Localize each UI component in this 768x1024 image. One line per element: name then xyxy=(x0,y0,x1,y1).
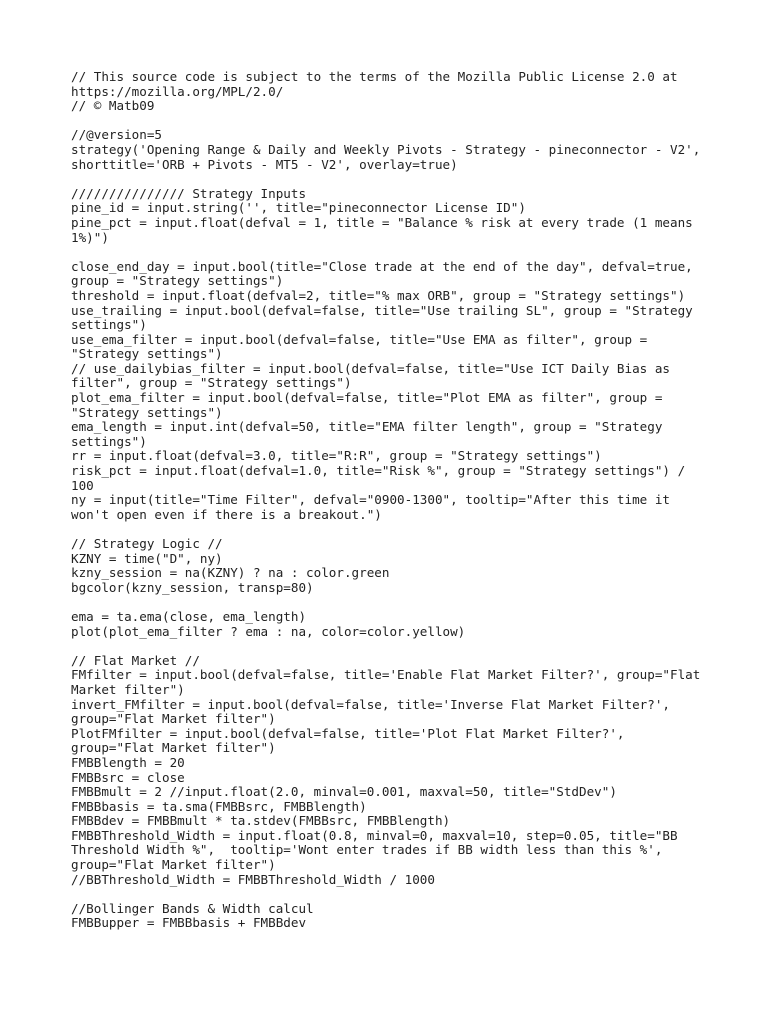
code-line: pine_pct = input.float(defval = 1, title = "Balance % risk at every trade (1 means xyxy=(71,215,693,230)
code-line: plot(plot_ema_filter ? ema : na, color=color.yellow) xyxy=(71,624,466,639)
code-line: 100 xyxy=(71,478,94,493)
code-line: https://mozilla.org/MPL/2.0/ xyxy=(71,84,284,99)
code-line: invert_FMfilter = input.bool(defval=false, title='Inverse Flat Market Filter?', xyxy=(71,697,670,712)
code-line: FMBBmult = 2 //input.float(2.0, minval=0.001, maxval=50, title="StdDev") xyxy=(71,785,617,800)
code-line: FMfilter = input.bool(defval=false, title='Enable Flat Market Filter?', group="Flat xyxy=(71,668,701,683)
code-line xyxy=(71,522,711,537)
code-line: 1%)") xyxy=(71,230,109,245)
code-line: settings") xyxy=(71,318,147,333)
code-line: KZNY = time("D", ny) xyxy=(71,551,223,566)
code-line: use_ema_filter = input.bool(defval=false, title="Use EMA as filter", group = xyxy=(71,332,648,347)
code-line: "Strategy settings") xyxy=(71,347,223,362)
code-line: threshold = input.float(defval=2, title="% max ORB", group = "Strategy settings") xyxy=(71,288,686,303)
code-line: Threshold Width %", tooltip='Wont enter trades if BB width less than this %', xyxy=(71,843,663,858)
code-line: won't open even if there is a breakout.") xyxy=(71,507,382,522)
code-line: pine_id = input.string('', title="pineconnector License ID") xyxy=(71,201,526,216)
code-line: FMBBupper = FMBBbasis + FMBBdev xyxy=(71,916,307,931)
code-line: "Strategy settings") xyxy=(71,405,223,420)
code-line: // use_dailybias_filter = input.bool(defval=false, title="Use ICT Daily Bias as xyxy=(71,361,670,376)
code-line: /////////////// Strategy Inputs xyxy=(71,186,307,201)
code-line: group="Flat Market filter") xyxy=(71,712,276,727)
code-line: strategy('Opening Range & Daily and Weekly Pivots - Strategy - pineconnector - V2', xyxy=(71,142,701,157)
code-line xyxy=(71,114,711,129)
code-line: bgcolor(kzny_session, transp=80) xyxy=(71,580,314,595)
code-document xyxy=(71,70,711,931)
code-line: FMBBdev = FMBBmult * ta.stdev(FMBBsrc, FMBBlength) xyxy=(71,814,451,829)
code-line: ema_length = input.int(defval=50, title="EMA filter length", group = "Strategy xyxy=(71,420,663,435)
code-line: // © Matb09 xyxy=(71,99,155,114)
code-line: plot_ema_filter = input.bool(defval=false, title="Plot EMA as filter", group = xyxy=(71,391,663,406)
code-line: ny = input(title="Time Filter", defval="0900-1300", tooltip="After this time it xyxy=(71,493,670,508)
code-line: PlotFMfilter = input.bool(defval=false, title='Plot Flat Market Filter?', xyxy=(71,726,625,741)
code-line: FMBBlength = 20 xyxy=(71,755,185,770)
code-line: close_end_day = input.bool(title="Close trade at the end of the day", defval=true, xyxy=(71,259,693,274)
code-line: group="Flat Market filter") xyxy=(71,741,276,756)
code-line: //Bollinger Bands & Width calcul xyxy=(71,901,314,916)
code-line: kzny_session = na(KZNY) ? na : color.green xyxy=(71,566,390,581)
code-line: risk_pct = input.float(defval=1.0, title="Risk %", group = "Strategy settings") / xyxy=(71,464,686,479)
code-line: ema = ta.ema(close, ema_length) xyxy=(71,609,307,624)
code-line: shorttitle='ORB + Pivots - MT5 - V2', overlay=true) xyxy=(71,157,458,172)
code-line: use_trailing = input.bool(defval=false, title="Use trailing SL", group = "Strategy xyxy=(71,303,693,318)
code-line: // Strategy Logic // xyxy=(71,537,223,551)
code-line: FMBBThreshold_Width = input.float(0.8, minval=0, maxval=10, step=0.05, title="BB xyxy=(71,828,678,843)
code-line: FMBBsrc = close xyxy=(71,770,185,785)
code-line: //BBThreshold_Width = FMBBThreshold_Width / 1000 xyxy=(71,872,435,887)
code-line: filter", group = "Strategy settings") xyxy=(71,376,352,391)
code-line xyxy=(71,887,711,902)
code-line xyxy=(71,639,711,654)
code-line xyxy=(71,172,711,187)
code-line xyxy=(71,595,711,610)
code-line: settings") xyxy=(71,434,147,449)
code-line: // Flat Market // xyxy=(71,653,200,668)
code-line: group="Flat Market filter") xyxy=(71,858,276,873)
code-line: Market filter") xyxy=(71,682,185,697)
code-line: // This source code is subject to the terms of the Mozilla Public License 2.0 at xyxy=(71,70,678,84)
code-line xyxy=(71,245,711,260)
code-line: group = "Strategy settings") xyxy=(71,274,284,289)
code-line: FMBBbasis = ta.sma(FMBBsrc, FMBBlength) xyxy=(71,799,367,814)
code-line: //@version=5 xyxy=(71,128,162,143)
code-line: rr = input.float(defval=3.0, title="R:R", group = "Strategy settings") xyxy=(71,449,602,464)
